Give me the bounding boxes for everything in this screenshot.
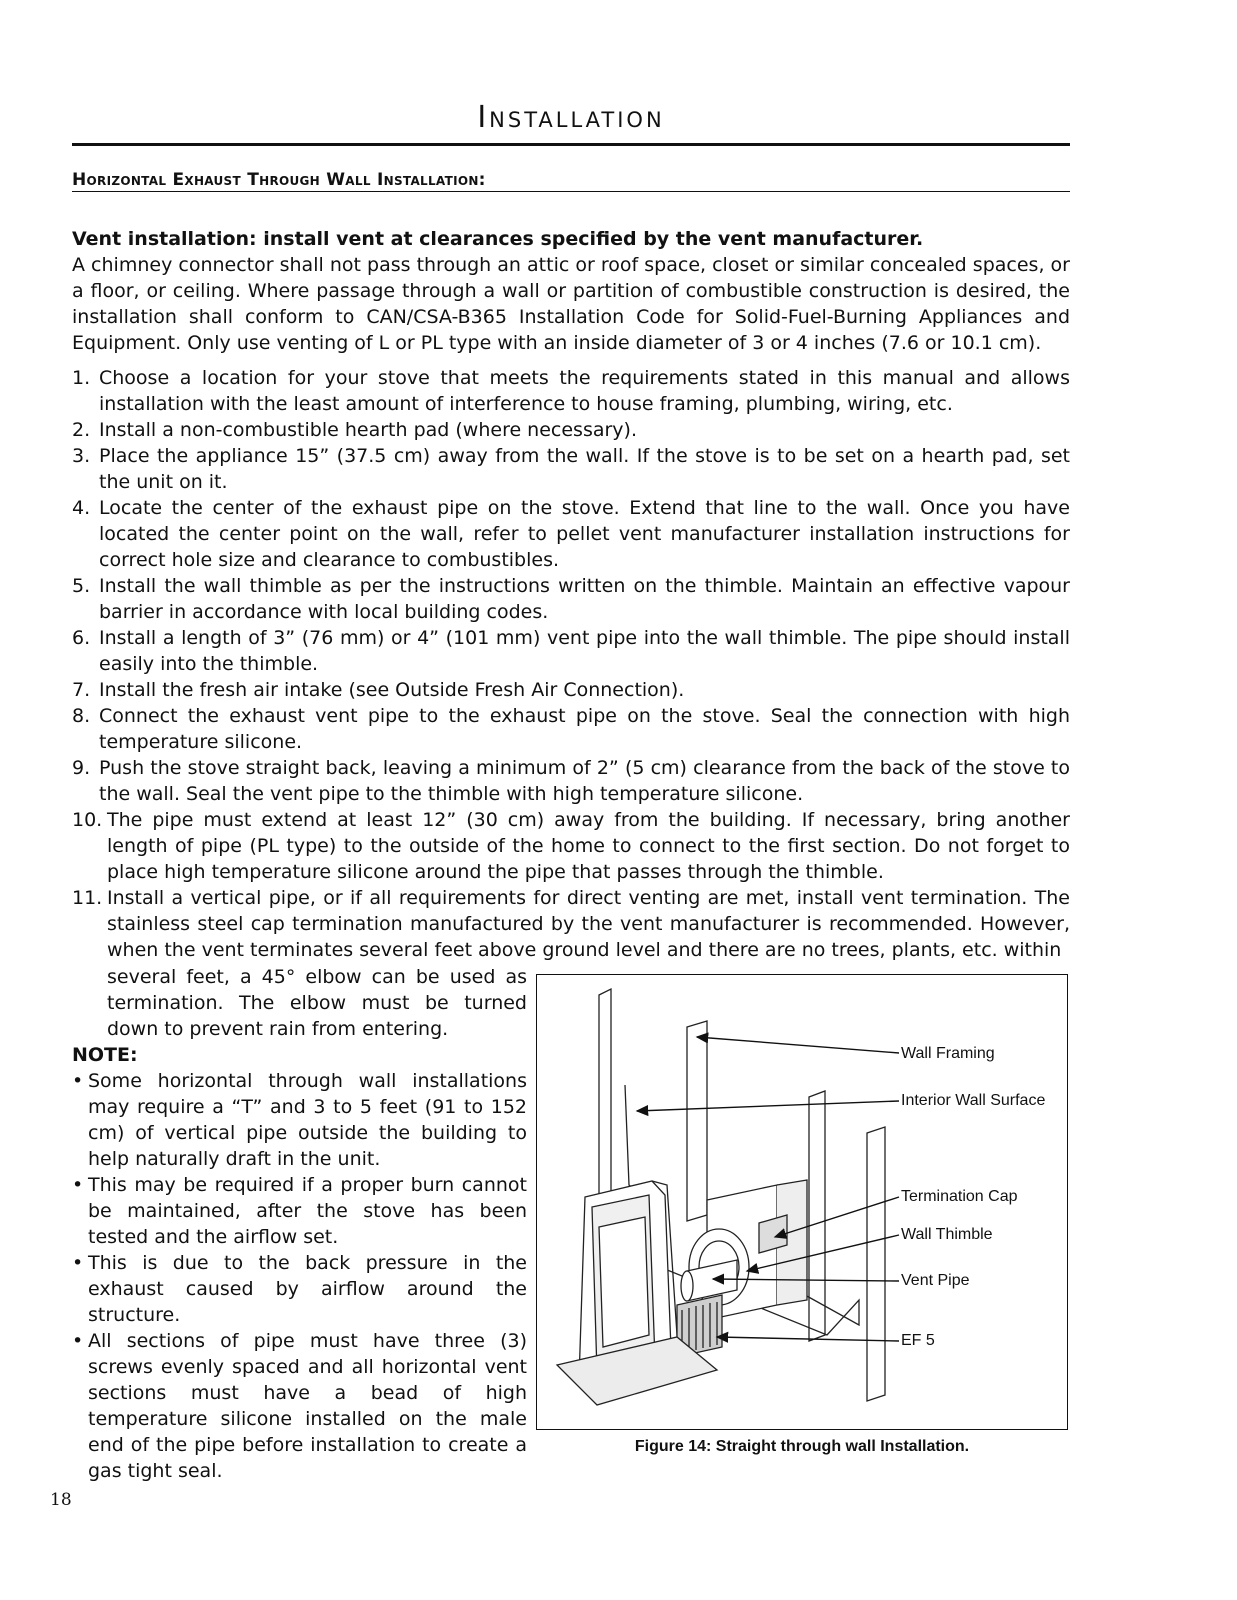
page-title: Installation (477, 100, 665, 135)
note-item (72, 1068, 527, 1172)
step-number: 11. (72, 887, 103, 909)
step-item (72, 885, 1070, 963)
stud-far-right (867, 1127, 885, 1401)
note-text: This may be required if a proper burn cannot be maintained, after the stove has been tested and the airflow set. (88, 1174, 527, 1248)
step-number: 4. (72, 497, 91, 519)
step-item (72, 625, 1070, 677)
step-text: Push the stove straight back, leaving a minimum of 2” (5 cm) clearance from the back of the stove to the wall. Seal the vent pipe to the thimble with high temperature silicone. (99, 757, 1070, 805)
figure-caption: Figure 14: Straight through wall Installation. (634, 1438, 970, 1455)
intro-lead: Vent installation: install vent at clearances specified by the vent manufacturer. (72, 228, 924, 250)
step-item (72, 417, 1070, 443)
page-number: 18 (50, 1490, 72, 1510)
figure-box (536, 974, 1068, 1430)
label-termination-cap: Termination Cap (901, 1188, 1018, 1205)
step-number: 10. (72, 809, 103, 831)
intro-paragraph: A chimney connector shall not pass through an attic or roof space, closet or similar concealed spaces, or a floor, or ceiling. Where passage through a wall or partition of combustible construction is desired, the installation shall conform to CAN/CSA-B365 Installation Code for Solid-Fuel-Burning Appliances and Equipment. Only use venting of L or PL type with an inside diameter of 3 or 4 inches (7.6 or 10.1 cm). (72, 254, 1070, 354)
label-interior-wall-surface: Interior Wall Surface (901, 1092, 1046, 1109)
step-number: 3. (72, 445, 91, 467)
label-ef5: EF 5 (901, 1332, 935, 1349)
step-text: Install a vertical pipe, or if all requirements for direct venting are met, install vent termination. The stainless steel cap termination manufactured by the vent manufacturer is recommended. However, when the vent terminates several feet above ground level and there are no trees, plants, etc. within (107, 887, 1070, 961)
stud-left (599, 989, 611, 1211)
step-11-continued: several feet, a 45° elbow can be used as termination. The elbow must be turned down to prevent rain from entering. (107, 966, 527, 1040)
step-text: Place the appliance 15” (37.5 cm) away from the wall. If the stove is to be set on a hearth pad, set the unit on it. (99, 445, 1070, 493)
note-text: All sections of pipe must have three (3) screws evenly spaced and all horizontal vent sections must have a bead of high temperature silicone installed on the male end of the pipe before installation to create a gas tight seal. (88, 1330, 527, 1482)
step-item (72, 755, 1070, 807)
stud-center (687, 1021, 707, 1221)
note-text: Some horizontal through wall installations may require a “T” and 3 to 5 feet (91 to 152 cm) of vertical pipe outside the building to help naturally draft in the unit. (88, 1070, 527, 1170)
step-text: The pipe must extend at least 12” (30 cm) away from the building. If necessary, bring another length of pipe (PL type) to the outside of the home to connect to the first section. Do not forget to place high temperature silicone around the pipe that passes through the thimble. (107, 809, 1070, 883)
step-item (72, 443, 1070, 495)
step-number: 6. (72, 627, 91, 649)
step-text: Install a length of 3” (76 mm) or 4” (101 mm) vent pipe into the wall thimble. The pipe should install easily into the thimble. (99, 627, 1070, 675)
bullet: • (72, 1070, 84, 1092)
note-item (72, 1172, 527, 1250)
bullet: • (72, 1252, 84, 1274)
notes-list (72, 1068, 527, 1484)
note-item (72, 1328, 527, 1484)
intro-block (72, 226, 1070, 356)
step-number: 5. (72, 575, 91, 597)
step-item (72, 365, 1070, 417)
step-item (72, 495, 1070, 573)
step-item (72, 807, 1070, 885)
note-item (72, 1250, 527, 1328)
step-text: Install the wall thimble as per the instructions written on the thimble. Maintain an effective vapour barrier in accordance with local building codes. (99, 575, 1070, 623)
step-number: 2. (72, 419, 91, 441)
step-text: Install a non-combustible hearth pad (where necessary). (99, 419, 638, 441)
step-item (72, 677, 1070, 703)
step-text: Locate the center of the exhaust pipe on the stove. Extend that line to the wall. Once you have located the center point on the wall, refer to pellet vent manufacturer installation instructions for correct hole size and clearance to combustibles. (99, 497, 1070, 571)
step-item (72, 573, 1070, 625)
step-number: 8. (72, 705, 91, 727)
title-rule (72, 143, 1070, 146)
step-number: 1. (72, 367, 91, 389)
stud-right (809, 1091, 825, 1341)
step-number: 9. (72, 757, 91, 779)
steps-list (72, 365, 1070, 963)
bullet: • (72, 1174, 84, 1196)
step-text: Connect the exhaust vent pipe to the exhaust pipe on the stove. Seal the connection with high temperature silicone. (99, 705, 1070, 753)
step-number: 7. (72, 679, 91, 701)
label-wall-framing: Wall Framing (901, 1045, 995, 1062)
section-rule (72, 191, 1070, 192)
step-item (72, 703, 1070, 755)
bullet: • (72, 1330, 84, 1352)
label-wall-thimble: Wall Thimble (901, 1226, 993, 1243)
step-text: Install the fresh air intake (see Outside Fresh Air Connection). (99, 679, 685, 701)
section-heading: Horizontal Exhaust Through Wall Installation: (72, 170, 486, 190)
note-title: NOTE: (72, 1044, 138, 1066)
note-text: This is due to the back pressure in the exhaust caused by airflow around the structure. (88, 1252, 527, 1326)
label-vent-pipe: Vent Pipe (901, 1272, 970, 1289)
step-text: Choose a location for your stove that meets the requirements stated in this manual and allows installation with the least amount of interference to house framing, plumbing, wiring, etc. (99, 367, 1070, 415)
